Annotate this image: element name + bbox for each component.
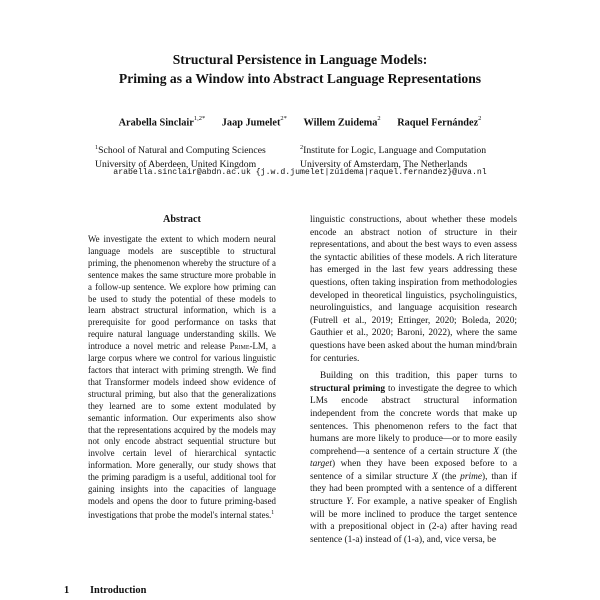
author-emails: arabella.sinclair@abdn.ac.uk {j.w.d.jumelet|zuidema|raquel.fernandez}@uva.nl — [113, 168, 487, 177]
affiliation-2: $^2$Institute for Logic, Language and Computation University of Amsterdam, The Netherlands — [300, 144, 487, 170]
title-line-2: Priming as a Window into Abstract Language Representations — [118, 71, 482, 86]
abstract-body: We investigate the extent to which modern neural language models are susceptible to structural priming, the phenomenon whereby the structure of a sentence makes the same structure more probable in a follow-up sentence. We explore how priming can be used to study the potential of these models to learn abstract structural information, which is a prerequisite for good performance on tasks that require natural language understanding skills. We introduce a novel metric and release Prime-LM, a large corpus where we control for various linguistic factors that interact with priming strength. We find that Transformer models indeed show evidence of structural priming, but also that the generalizations they learned are to some extent modulated by semantic information. Our experiments also show that the representations acquired by the models may not only encode abstract sequential structure but involve certain level of hierarchical syntactic information. More generally, our study shows that the priming paradigm is a useful, additional tool for gaining insights into the capacities of language models and opens the door to future priming-based investigations that probe the model's internal states.$^1$ — [88, 234, 276, 520]
author: Arabella Sinclair$^{1,2*}$ — [118, 115, 206, 129]
abstract-heading: Abstract — [163, 214, 201, 225]
paragraph: Building on this tradition, this paper turns to structural priming to investigate the degree to which LMs encode abstract structural information independent from the concrete words that make up sentences. This phenomenon refers to the fact that humans are more likely to produce—or to more easily comprehend—a sentence of a certain structure X (the target) when they have been exposed before to a sentence of a similar structure X (the prime), than if they had been prompted with a sentence of a different structure Y. For example, a native speaker of English will be more inclined to produce the target sentence with a prepositional object in (2-a) after having read sentence (1-a) instead of (1-a), and, vice versa, be — [310, 371, 518, 545]
affiliation-1: $^1$School of Natural and Computing Sciences University of Aberdeen, United Kingdom — [95, 144, 266, 170]
author: Jaap Jumelet$^{2*}$ — [221, 115, 287, 129]
paper-title — [0, 50, 600, 88]
author-list — [0, 116, 600, 128]
title-line-1: Structural Persistence in Language Models: — [172, 52, 428, 67]
author: Raquel Fernández$^2$ — [397, 115, 482, 129]
author: Willem Zuidema$^2$ — [303, 115, 381, 129]
corpus-name: Prime-LM — [229, 341, 266, 352]
paragraph: linguistic constructions, about whether these models encode an abstract notion of structure in their representations, and about the best ways to even assess the syntactic abilities of these models. A rich literature has emerged in the last few years addressing these questions, often taking inspiration from methodologies developed in theoretical linguistics, psycholinguistics, neurolinguistics, and language acquisition research (Futrell et al., 2019; Ettinger, 2020; Boleda, 2020; Gauthier et al., 2020; Baroni, 2022), where the same questions have been asked about the human mind/brain for centuries. — [310, 215, 517, 364]
section-heading-introduction: 1 Introduction — [64, 585, 147, 596]
footnote-mark: 1 — [271, 509, 275, 516]
right-column-body — [310, 214, 517, 546]
